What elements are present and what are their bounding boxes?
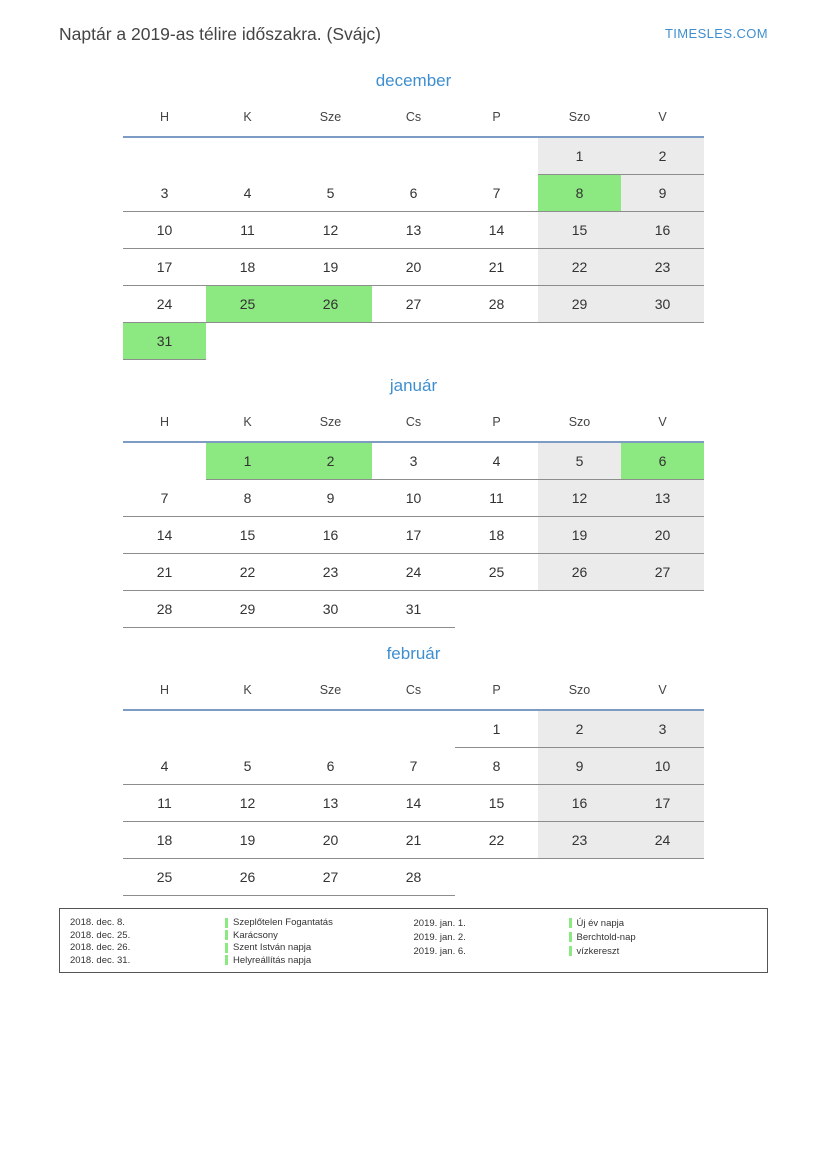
day-cell[interactable]: 23: [621, 249, 704, 286]
weekday-header: Szo: [538, 679, 621, 710]
day-cell-empty: [372, 710, 455, 748]
week-row: [123, 554, 704, 591]
day-cell[interactable]: 22: [206, 554, 289, 591]
page-title: Naptár a 2019-as télire időszakra. (Svájc): [59, 24, 381, 44]
legend-color-swatch-icon: [225, 930, 228, 940]
day-cell[interactable]: 22: [455, 822, 538, 859]
day-cell[interactable]: 12: [289, 212, 372, 249]
weekday-header: Cs: [372, 679, 455, 710]
day-cell[interactable]: 9: [538, 748, 621, 785]
day-cell[interactable]: 3: [621, 710, 704, 748]
day-cell[interactable]: 8: [206, 480, 289, 517]
day-cell[interactable]: 7: [372, 748, 455, 785]
day-cell[interactable]: 24: [123, 286, 206, 323]
day-cell[interactable]: 15: [206, 517, 289, 554]
day-cell[interactable]: 7: [123, 480, 206, 517]
day-cell[interactable]: 24: [372, 554, 455, 591]
legend-color-swatch-icon: [569, 932, 572, 942]
legend-color-swatch-icon: [225, 943, 228, 953]
day-cell-empty: [372, 323, 455, 360]
day-cell[interactable]: 16: [538, 785, 621, 822]
day-cell[interactable]: 28: [455, 286, 538, 323]
day-cell[interactable]: 9: [621, 175, 704, 212]
day-cell[interactable]: 10: [621, 748, 704, 785]
day-cell[interactable]: 5: [289, 175, 372, 212]
weekday-header: K: [206, 679, 289, 710]
weekday-header: K: [206, 106, 289, 137]
month-title: február: [386, 644, 441, 663]
day-cell[interactable]: 3: [123, 175, 206, 212]
day-cell[interactable]: 17: [123, 249, 206, 286]
day-cell[interactable]: 15: [538, 212, 621, 249]
day-cell[interactable]: 18: [455, 517, 538, 554]
day-cell[interactable]: 1: [538, 137, 621, 175]
week-row: [123, 785, 704, 822]
day-cell-empty: [455, 591, 538, 628]
day-cell[interactable]: 24: [621, 822, 704, 859]
day-cell[interactable]: 19: [206, 822, 289, 859]
legend-label: vízkereszt: [576, 945, 620, 957]
day-cell[interactable]: 20: [372, 249, 455, 286]
day-cell[interactable]: 28: [123, 591, 206, 628]
day-cell[interactable]: 21: [372, 822, 455, 859]
day-cell[interactable]: 26: [289, 286, 372, 323]
calendar-table-february: [123, 679, 704, 896]
day-cell[interactable]: 11: [123, 785, 206, 822]
brand-logo: TIMESLES.COM: [664, 26, 768, 41]
legend-label: Karácsony: [233, 929, 278, 941]
day-cell-empty: [206, 710, 289, 748]
day-cell[interactable]: 7: [455, 175, 538, 212]
legend-label: Berchtold-nap: [576, 931, 636, 943]
day-cell[interactable]: 13: [621, 480, 704, 517]
day-cell[interactable]: 6: [289, 748, 372, 785]
weekday-header: Sze: [289, 679, 372, 710]
day-cell[interactable]: 23: [538, 822, 621, 859]
day-cell[interactable]: 20: [289, 822, 372, 859]
day-cell[interactable]: 17: [372, 517, 455, 554]
day-cell[interactable]: 19: [289, 249, 372, 286]
day-cell[interactable]: 4: [206, 175, 289, 212]
legend-item: [70, 955, 414, 966]
day-cell-empty: [455, 323, 538, 360]
day-cell[interactable]: 21: [455, 249, 538, 286]
legend-color-swatch-icon: [225, 955, 228, 965]
day-cell[interactable]: 27: [372, 286, 455, 323]
day-cell[interactable]: 16: [621, 212, 704, 249]
day-cell[interactable]: 27: [289, 859, 372, 896]
legend-item: [70, 917, 414, 928]
legend-column-right: [414, 917, 758, 964]
week-row: [123, 249, 704, 286]
weekday-header-row: [123, 679, 704, 710]
day-cell[interactable]: 15: [455, 785, 538, 822]
day-cell[interactable]: 3: [372, 442, 455, 480]
day-cell[interactable]: 2: [621, 137, 704, 175]
day-cell[interactable]: 5: [206, 748, 289, 785]
legend-label: Helyreállítás napja: [233, 954, 312, 966]
week-row: [123, 286, 704, 323]
day-cell[interactable]: 14: [455, 212, 538, 249]
legend-item: [414, 917, 758, 930]
weekday-header: Szo: [538, 106, 621, 137]
month-title: január: [389, 376, 438, 395]
day-cell[interactable]: 25: [455, 554, 538, 591]
day-cell-empty: [372, 137, 455, 175]
day-cell[interactable]: 29: [538, 286, 621, 323]
month-block-january: [0, 375, 827, 628]
day-cell-empty: [621, 323, 704, 360]
day-cell[interactable]: 14: [372, 785, 455, 822]
day-cell[interactable]: 5: [538, 442, 621, 480]
week-row: [123, 748, 704, 785]
legend-label: Szeplőtelen Fogantatás: [233, 917, 333, 928]
weekday-header: H: [123, 679, 206, 710]
weekday-header: V: [621, 411, 704, 442]
day-cell-empty: [455, 137, 538, 175]
day-cell[interactable]: 11: [206, 212, 289, 249]
day-cell-empty: [289, 710, 372, 748]
weekday-header: H: [123, 106, 206, 137]
day-cell-empty: [289, 137, 372, 175]
day-cell-empty: [123, 137, 206, 175]
day-cell[interactable]: 4: [123, 748, 206, 785]
legend-item: [414, 931, 758, 944]
day-cell-empty: [206, 323, 289, 360]
legend-color-swatch-icon: [225, 918, 228, 928]
day-cell[interactable]: 18: [123, 822, 206, 859]
day-cell[interactable]: 9: [289, 480, 372, 517]
day-cell[interactable]: 17: [621, 785, 704, 822]
day-cell-empty: [621, 859, 704, 896]
day-cell[interactable]: 20: [621, 517, 704, 554]
day-cell[interactable]: 14: [123, 517, 206, 554]
legend-item: [70, 930, 414, 941]
day-cell[interactable]: 8: [538, 175, 621, 212]
legend-item: [414, 945, 758, 958]
weekday-header: Sze: [289, 106, 372, 137]
week-row: [123, 517, 704, 554]
weekday-header: Cs: [372, 106, 455, 137]
month-block-february: [0, 643, 827, 896]
day-cell[interactable]: 27: [621, 554, 704, 591]
calendar-table-december: [123, 106, 704, 360]
week-row: [123, 323, 704, 360]
weekday-header-row: [123, 106, 704, 137]
legend-date: 2019. jan. 6.: [413, 945, 466, 957]
day-cell[interactable]: 6: [372, 175, 455, 212]
day-cell[interactable]: 8: [455, 748, 538, 785]
week-row: [123, 710, 704, 748]
weekday-header: P: [455, 411, 538, 442]
weekday-header: V: [621, 106, 704, 137]
day-cell-empty: [621, 591, 704, 628]
month-title: december: [375, 71, 452, 90]
day-cell[interactable]: 23: [289, 554, 372, 591]
day-cell-empty: [538, 591, 621, 628]
week-row: [123, 822, 704, 859]
day-cell[interactable]: 21: [123, 554, 206, 591]
week-row: [123, 480, 704, 517]
day-cell[interactable]: 22: [538, 249, 621, 286]
day-cell-empty: [206, 137, 289, 175]
day-cell[interactable]: 31: [123, 323, 206, 360]
day-cell-empty: [455, 859, 538, 896]
legend-date: 2018. dec. 25.: [70, 929, 131, 941]
day-cell[interactable]: 10: [123, 212, 206, 249]
day-cell[interactable]: 19: [538, 517, 621, 554]
day-cell[interactable]: 13: [372, 212, 455, 249]
day-cell[interactable]: 26: [538, 554, 621, 591]
week-row: [123, 859, 704, 896]
legend-date: 2019. jan. 1.: [413, 917, 466, 929]
day-cell[interactable]: 18: [206, 249, 289, 286]
day-cell-empty: [538, 323, 621, 360]
page-header: [0, 20, 827, 52]
legend-label: Új év napja: [576, 917, 625, 929]
day-cell-empty: [123, 442, 206, 480]
day-cell[interactable]: 12: [206, 785, 289, 822]
day-cell[interactable]: 10: [372, 480, 455, 517]
calendar-table-january: [123, 411, 704, 628]
day-cell[interactable]: 12: [538, 480, 621, 517]
week-row: [123, 212, 704, 249]
week-row: [123, 175, 704, 212]
day-cell[interactable]: 4: [455, 442, 538, 480]
legend-date: 2018. dec. 31.: [70, 954, 131, 966]
day-cell[interactable]: 2: [289, 442, 372, 480]
day-cell[interactable]: 25: [123, 859, 206, 896]
weekday-header: H: [123, 411, 206, 442]
day-cell-empty: [289, 323, 372, 360]
legend-item: [70, 942, 414, 953]
week-row: [123, 137, 704, 175]
day-cell[interactable]: 1: [455, 710, 538, 748]
day-cell[interactable]: 30: [621, 286, 704, 323]
weekday-header: P: [455, 106, 538, 137]
legend-date: 2018. dec. 8.: [70, 917, 125, 928]
legend-date: 2019. jan. 2.: [413, 931, 466, 943]
day-cell[interactable]: 1: [206, 442, 289, 480]
weekday-header: Cs: [372, 411, 455, 442]
weekday-header: Sze: [289, 411, 372, 442]
weekday-header: K: [206, 411, 289, 442]
day-cell[interactable]: 6: [621, 442, 704, 480]
day-cell[interactable]: 25: [206, 286, 289, 323]
legend-color-swatch-icon: [569, 946, 572, 956]
month-block-december: [0, 70, 827, 360]
legend-column-left: [70, 917, 414, 964]
day-cell[interactable]: 30: [289, 591, 372, 628]
day-cell-empty: [123, 710, 206, 748]
legend-color-swatch-icon: [569, 918, 572, 928]
day-cell[interactable]: 16: [289, 517, 372, 554]
day-cell[interactable]: 13: [289, 785, 372, 822]
weekday-header: V: [621, 679, 704, 710]
weekday-header: P: [455, 679, 538, 710]
day-cell-empty: [538, 859, 621, 896]
day-cell[interactable]: 28: [372, 859, 455, 896]
weekday-header: Szo: [538, 411, 621, 442]
week-row: [123, 442, 704, 480]
legend-date: 2018. dec. 26.: [70, 942, 131, 953]
day-cell[interactable]: 26: [206, 859, 289, 896]
week-row: [123, 591, 704, 628]
day-cell[interactable]: 2: [538, 710, 621, 748]
legend-label: Szent István napja: [233, 942, 312, 953]
day-cell[interactable]: 29: [206, 591, 289, 628]
day-cell[interactable]: 31: [372, 591, 455, 628]
weekday-header-row: [123, 411, 704, 442]
day-cell[interactable]: 11: [455, 480, 538, 517]
holiday-legend: [59, 908, 768, 973]
